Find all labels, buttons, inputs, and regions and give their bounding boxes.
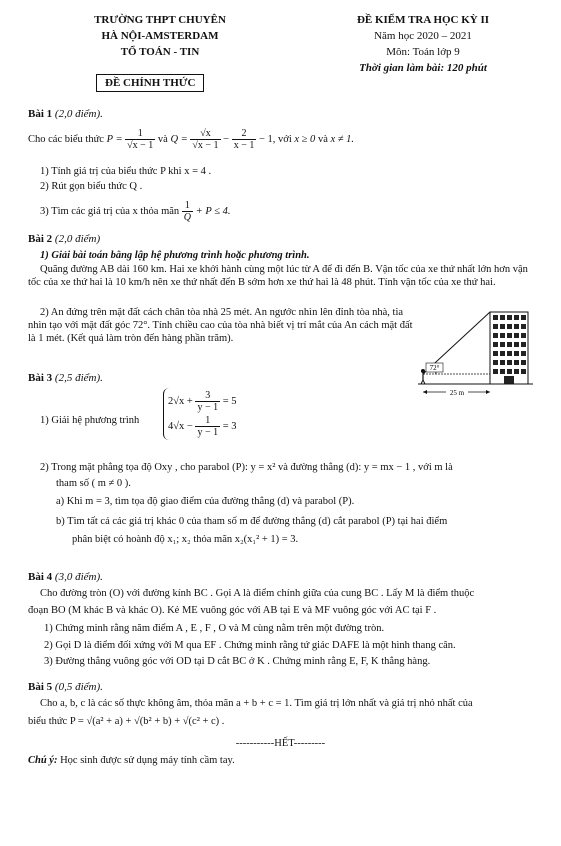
bai4-intro2: đoạn BO (M khác B và khác O). Kẻ ME vuông góc với AB tại E và MF vuông góc với AC tại F .	[28, 605, 437, 616]
bai5-heading	[28, 681, 103, 693]
bai4-heading	[28, 571, 103, 583]
q3-fraction	[182, 200, 193, 223]
building-icon	[490, 312, 528, 384]
bai3-q2b: tham số ( m ≠ 0 ).	[56, 478, 131, 489]
q-label: Q =	[170, 133, 188, 145]
bai1-heading	[28, 108, 103, 120]
person-icon	[421, 369, 425, 384]
bai2-points: (2,0 điểm)	[54, 233, 101, 245]
equation-system	[163, 388, 237, 440]
bai2-p2-text: 2) An đứng trên mặt đất cách chân tòa nhà 25 mét. An ngước nhìn lên đỉnh tòa nhà, tia nhìn tạo với mặt đất góc 72°. Tính chiều cao của tòa nhà biết vị trí mắt của An cách mặt đất là 1 mét. (Kết quả làm tròn đến hàng phần trăm).	[28, 307, 413, 344]
note-text: Học sinh được sử dụng máy tính cầm tay.	[60, 755, 235, 766]
bai1-points: (2,0 điểm).	[54, 108, 103, 120]
eq2-den: y − 1	[197, 427, 219, 438]
p-den: √x − 1	[127, 140, 154, 151]
eq2-right: = 3	[222, 420, 237, 432]
eq1-left: 2√x +	[168, 395, 193, 407]
eq1-num: 3	[195, 390, 220, 402]
school-year: Năm học 2020 – 2021	[374, 30, 472, 42]
eq1-right: = 5	[222, 395, 237, 407]
bai3-points: (2,5 điểm).	[54, 372, 103, 384]
exam-title: ĐỀ KIỂM TRA HỌC KỲ II	[356, 14, 490, 26]
cond-1: x ≥ 0	[294, 133, 316, 145]
q3-num: 1	[182, 200, 193, 212]
q-tail: − 1	[258, 133, 273, 145]
bai1-and: và	[157, 133, 168, 145]
bai1-and-2: và	[317, 133, 328, 145]
eq2-num: 1	[195, 415, 220, 427]
q-den2: x − 1	[233, 140, 255, 151]
eq1-den: y − 1	[197, 402, 219, 413]
end-marker: -----------HẾT---------	[235, 738, 326, 749]
bai1-title: Bài 1	[28, 108, 53, 120]
bai3-q1-label: 1) Giải hệ phương trình	[40, 415, 140, 426]
bai4-title: Bài 4	[28, 571, 53, 583]
q-den1: √x − 1	[192, 140, 219, 151]
bai1-q2: 2) Rút gọn biểu thức Q .	[40, 181, 143, 192]
bai4-points: (3,0 điểm).	[54, 571, 103, 583]
q3-den: Q	[183, 212, 192, 223]
bai1-q1: 1) Tính giá trị của biểu thức P khi x = 4 .	[40, 166, 212, 177]
bai1-with: , với	[272, 133, 292, 145]
note-label: Chú ý:	[28, 755, 58, 766]
bai4-q2: 2) Gọi D là điểm đối xứng với M qua EF . Chứng minh rằng tứ giác DAFE là một hình thang cân.	[44, 640, 456, 651]
bai1-q3-tail: + P ≤ 4.	[195, 205, 231, 217]
bai2-p1-text: Quãng đường AB dài 160 km. Hai xe khởi hành cùng một lúc từ A để đi đến B. Vận tốc của xe thứ nhất lớn hơn vận tốc của xe thứ hai là 10 km/h nên xe thứ nhất đến B sớm hơn xe thứ hai là 48 phút. Tính vận tốc của xe thứ hai.	[28, 264, 528, 288]
bai4-q1: 1) Chứng minh rằng năm điểm A , E , F , O và M cùng nằm trên một đường tròn.	[44, 623, 385, 634]
bai5-text: Cho a, b, c là các số thực không âm, thỏa mãn a + b + c = 1. Tìm giá trị lớn nhất và giá trị nhỏ nhất của	[40, 698, 473, 709]
bai5-text2: biểu thức P = √(a² + a) + √(b² + b) + √(c² + c) .	[28, 716, 225, 727]
eq2-left: 4√x −	[168, 420, 193, 432]
bai2-heading	[28, 233, 100, 245]
bai1-intro: Cho các biểu thức P = $\frac{1}{√x - 1}$ và Q = $\frac{√x}{√x - 1}$ − $\frac{2}{x - 1}$ − 1, với x ≥ 0 và x ≠ 1.	[28, 128, 355, 151]
bai2-title: Bài 2	[28, 233, 53, 245]
school-name-2: HÀ NỘI-AMSTERDAM	[101, 30, 219, 42]
q-fraction-2	[232, 128, 257, 151]
bai3-q2: 2) Trong mặt phẳng tọa độ Oxy , cho parabol (P): y = x² và đường thẳng (d): y = mx − 1 , với m là	[40, 462, 453, 473]
exam-time: Thời gian làm bài: 120 phút	[359, 62, 487, 74]
q-num2: 2	[232, 128, 257, 140]
bai1-q3-text: 3) Tìm các giá trị của x thỏa mãn	[40, 205, 180, 217]
bai3-qb2: phân biệt có hoành độ x₁; x₂ thỏa mãn x₂(x₁² + 1) = 3.	[72, 534, 299, 545]
note	[28, 755, 235, 766]
eq1-fraction	[195, 390, 220, 413]
eq2-fraction	[195, 415, 220, 438]
bai5-points: (0,5 điểm).	[54, 681, 103, 693]
equation-2	[168, 415, 237, 438]
bai1-q3	[40, 200, 230, 223]
bai5-title: Bài 5	[28, 681, 53, 693]
bai3-heading	[28, 372, 103, 384]
bai3-q1	[40, 389, 140, 426]
p-label: P =	[106, 133, 123, 145]
p-num: 1	[125, 128, 155, 140]
official-stamp: ĐỀ CHÍNH THỨC	[96, 74, 204, 92]
p-fraction	[125, 128, 155, 151]
equation-1	[168, 390, 237, 413]
subject: Môn: Toán lớp 9	[386, 46, 460, 58]
bai3-qa: a) Khi m = 3, tìm tọa độ giao điểm của đường thẳng (d) và parabol (P).	[56, 496, 355, 507]
bai2-p1-head: 1) Giải bài toán bằng lập hệ phương trình hoặc phương trình.	[40, 250, 310, 261]
angle-label: 72°	[429, 364, 440, 372]
bai1-intro-text: Cho các biểu thức	[28, 133, 104, 145]
department: TỔ TOÁN - TIN	[120, 46, 200, 58]
system-brace	[163, 388, 237, 440]
bai3-title: Bài 3	[28, 372, 53, 384]
building-figure	[418, 302, 538, 400]
distance-label: 25 m	[449, 389, 465, 397]
bai4-q3: 3) Đường thẳng vuông góc với OD tại D cắt BC ở K . Chứng minh rằng E, F, K thẳng hàng.	[44, 656, 431, 667]
q-fraction-1	[190, 128, 220, 151]
q-num1: √x	[190, 128, 220, 140]
bai4-intro: Cho đường tròn (O) với đường kính BC . Gọi A là điểm chính giữa của cung BC . Lấy M là điểm thuộc	[40, 588, 475, 599]
cond-2: x ≠ 1.	[330, 133, 355, 145]
bai3-qb: b) Tìm tất cả các giá trị khác 0 của tham số m để đường thẳng (d) cắt parabol (P) tại hai điểm	[56, 516, 448, 527]
school-name: TRƯỜNG THPT CHUYÊN	[94, 14, 226, 26]
